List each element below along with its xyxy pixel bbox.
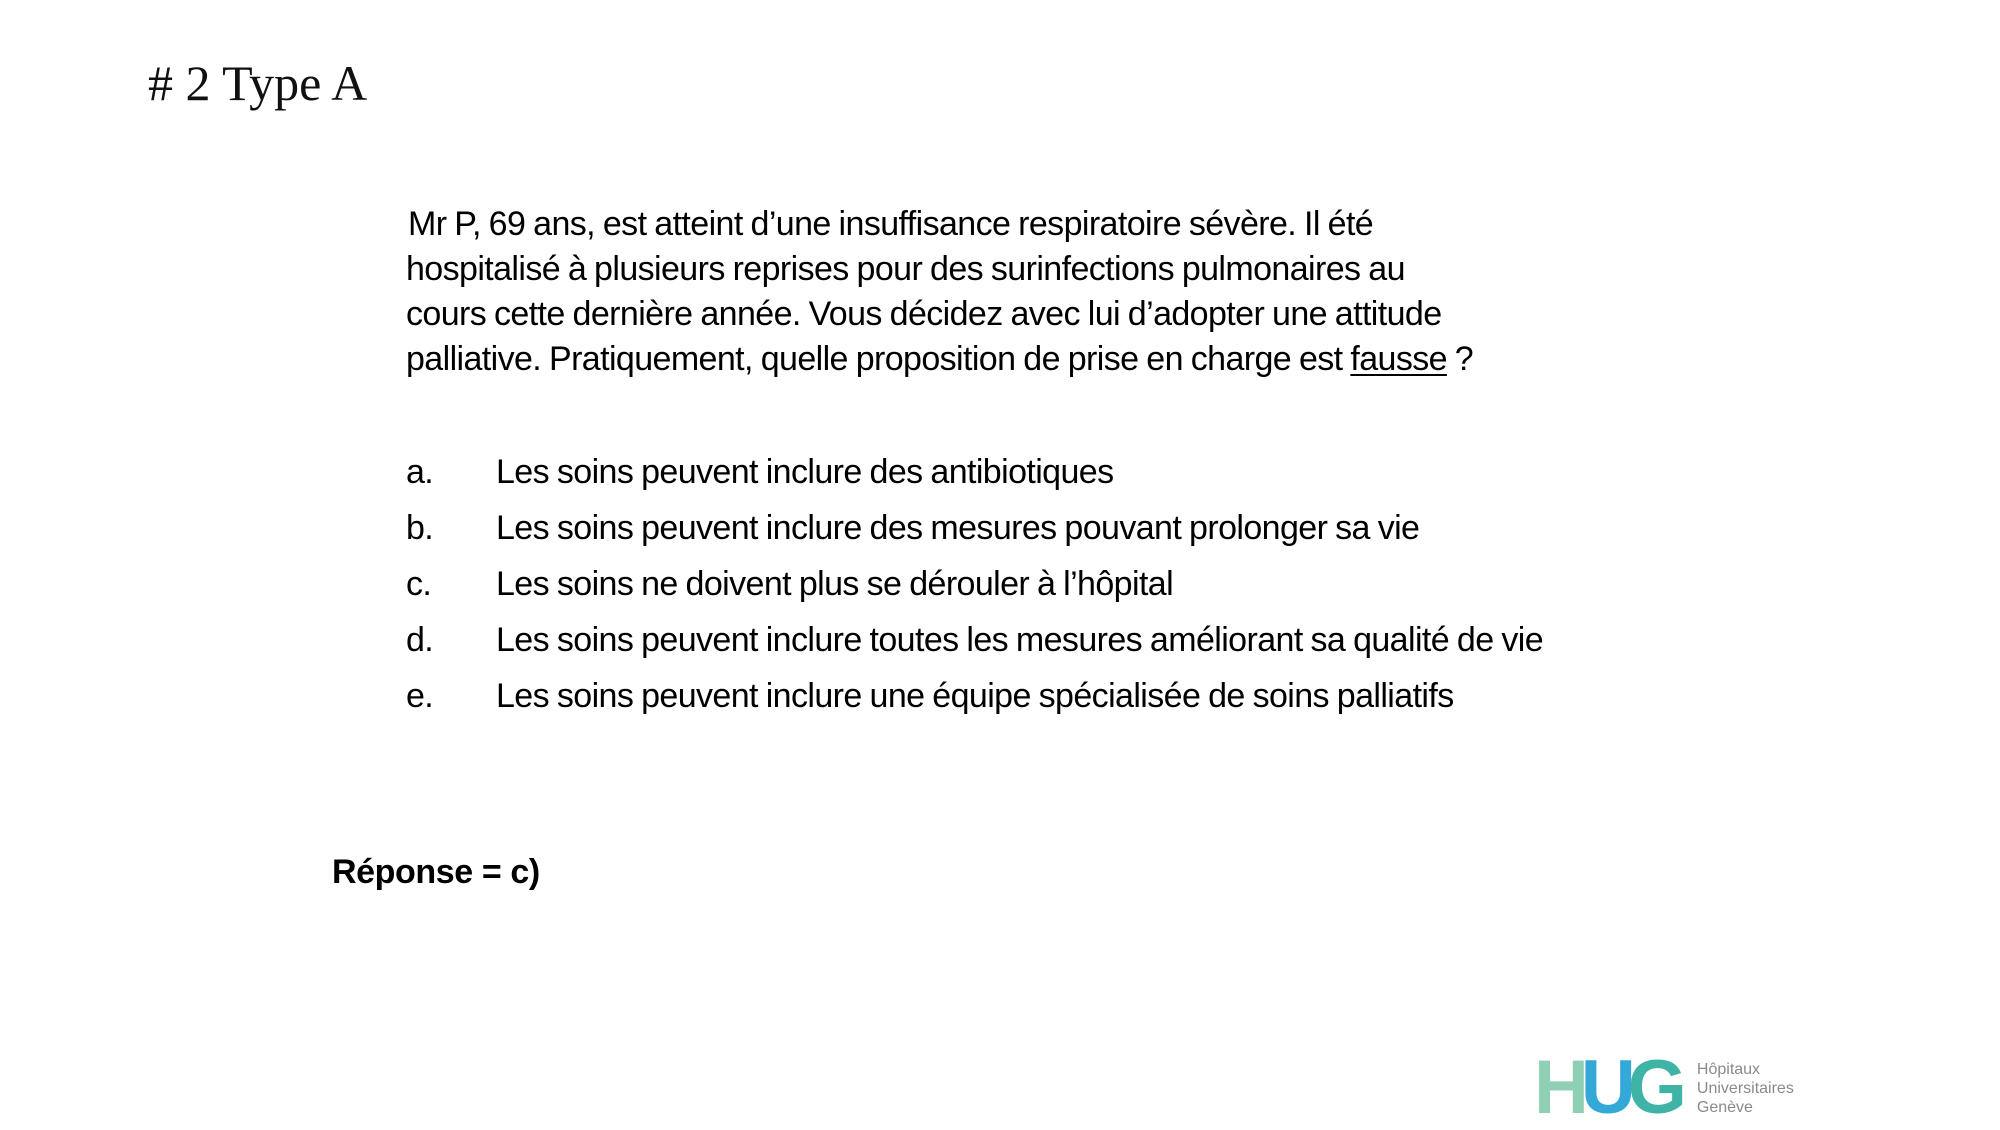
question-line-4-prefix: palliative. Pratiquement, quelle proposition de prise en charge est	[406, 340, 1351, 378]
option-a	[406, 450, 1706, 495]
option-letter: c.	[406, 565, 432, 603]
option-text: Les soins peuvent inclure une équipe spécialisée de soins palliatifs	[496, 677, 1454, 715]
option-letter: a.	[406, 453, 434, 491]
option-letter: e.	[406, 677, 434, 715]
option-d	[406, 618, 1706, 663]
question-line-2: hospitalisé à plusieurs reprises pour des surinfections pulmonaires au	[406, 250, 1405, 288]
option-text: Les soins peuvent inclure des antibiotiques	[496, 453, 1114, 491]
logo-line-1: Hôpitaux	[1696, 1060, 1761, 1078]
question-emphasis-word: fausse	[1350, 340, 1447, 378]
logo-letter-u: U	[1580, 1045, 1628, 1130]
slide-title: # 2 Type A	[148, 55, 368, 111]
question-line-4-suffix: ?	[1446, 340, 1474, 378]
logo-line-2: Universitaires	[1696, 1079, 1794, 1097]
option-text: Les soins ne doivent plus se dérouler à l’hôpital	[496, 565, 1174, 603]
option-e	[406, 674, 1706, 719]
option-b	[406, 506, 1706, 551]
logo-line-3: Genève	[1696, 1098, 1753, 1116]
option-text: Les soins peuvent inclure toutes les mesures améliorant sa qualité de vie	[496, 621, 1544, 659]
hug-logo-icon	[1534, 1045, 1679, 1130]
option-letter: b.	[406, 509, 434, 547]
logo-letter-h: H	[1534, 1045, 1581, 1130]
option-c	[406, 562, 1706, 607]
answer-options-list	[406, 450, 1706, 730]
option-text: Les soins peuvent inclure des mesures pouvant prolonger sa vie	[496, 509, 1420, 547]
option-letter: d.	[406, 621, 434, 659]
logo-wordmark	[1697, 1060, 1794, 1117]
answer-text: Réponse = c)	[332, 853, 540, 891]
question-line-1: Mr P, 69 ans, est atteint d’une insuffisance respiratoire sévère. Il été	[408, 205, 1374, 243]
logo-letter-g: G	[1627, 1045, 1679, 1130]
question-line-3: cours cette dernière année. Vous décidez avec lui d’adopter une attitude	[406, 295, 1442, 333]
question-line-4	[406, 337, 1706, 382]
hug-logo	[1534, 1045, 1794, 1130]
question-stem	[406, 202, 1706, 382]
